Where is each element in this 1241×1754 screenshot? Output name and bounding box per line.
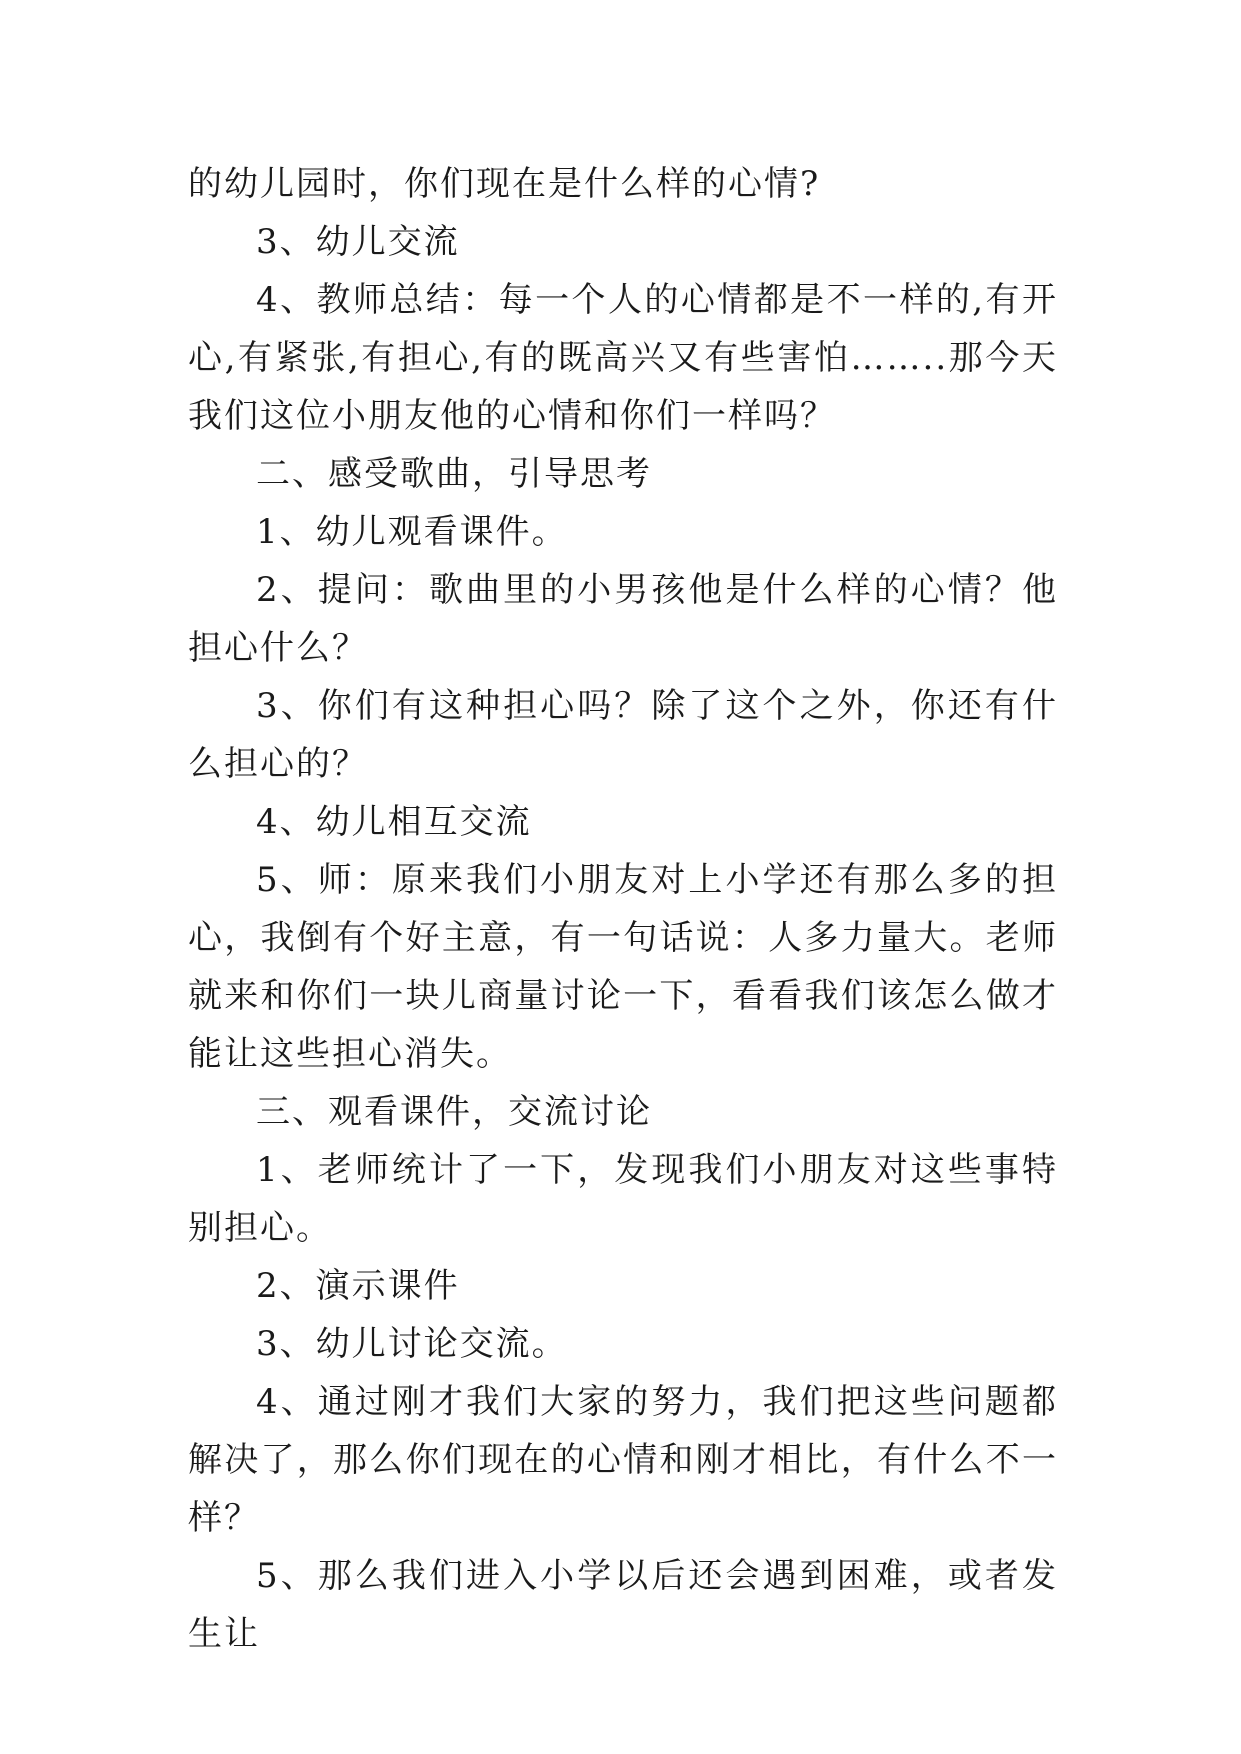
paragraph: 3、幼儿讨论交流。 [256, 1324, 568, 1364]
paragraph: 5、那么我们进入小学以后还会遇到困难，或者发生让 [188, 1556, 1058, 1654]
paragraph: 的幼儿园时，你们现在是什么样的心情? [188, 164, 821, 204]
paragraph: 1、老师统计了一下，发现我们小朋友对这些事特别担心。 [188, 1150, 1058, 1248]
section-heading: 二、感受歌曲，引导思考 [256, 454, 652, 494]
paragraph: 3、你们有这种担心吗？除了这个之外，你还有什么担心的？ [188, 686, 1058, 784]
paragraph: 2、演示课件 [256, 1266, 460, 1306]
paragraph: 5、师：原来我们小朋友对上小学还有那么多的担心，我倒有个好主意，有一句话说：人多力量大。老师就来和你们一块儿商量讨论一下，看看我们该怎么做才能让这些担心消失。 [188, 860, 1058, 1074]
section-heading: 三、观看课件，交流讨论 [256, 1092, 652, 1132]
paragraph: 4、教师总结：每一个人的心情都是不一样的,有开心,有紧张,有担心,有的既高兴又有些害怕……..那今天我们这位小朋友他的心情和你们一样吗？ [188, 280, 1058, 436]
paragraph: 1、幼儿观看课件。 [256, 512, 568, 552]
paragraph: 4、通过刚才我们大家的努力，我们把这些问题都解决了，那么你们现在的心情和刚才相比，有什么不一样？ [188, 1382, 1058, 1538]
document-body [188, 155, 1058, 1663]
paragraph: 3、幼儿交流 [256, 222, 460, 262]
paragraph: 2、提问：歌曲里的小男孩他是什么样的心情？他担心什么？ [188, 570, 1058, 668]
paragraph: 4、幼儿相互交流 [256, 802, 532, 842]
